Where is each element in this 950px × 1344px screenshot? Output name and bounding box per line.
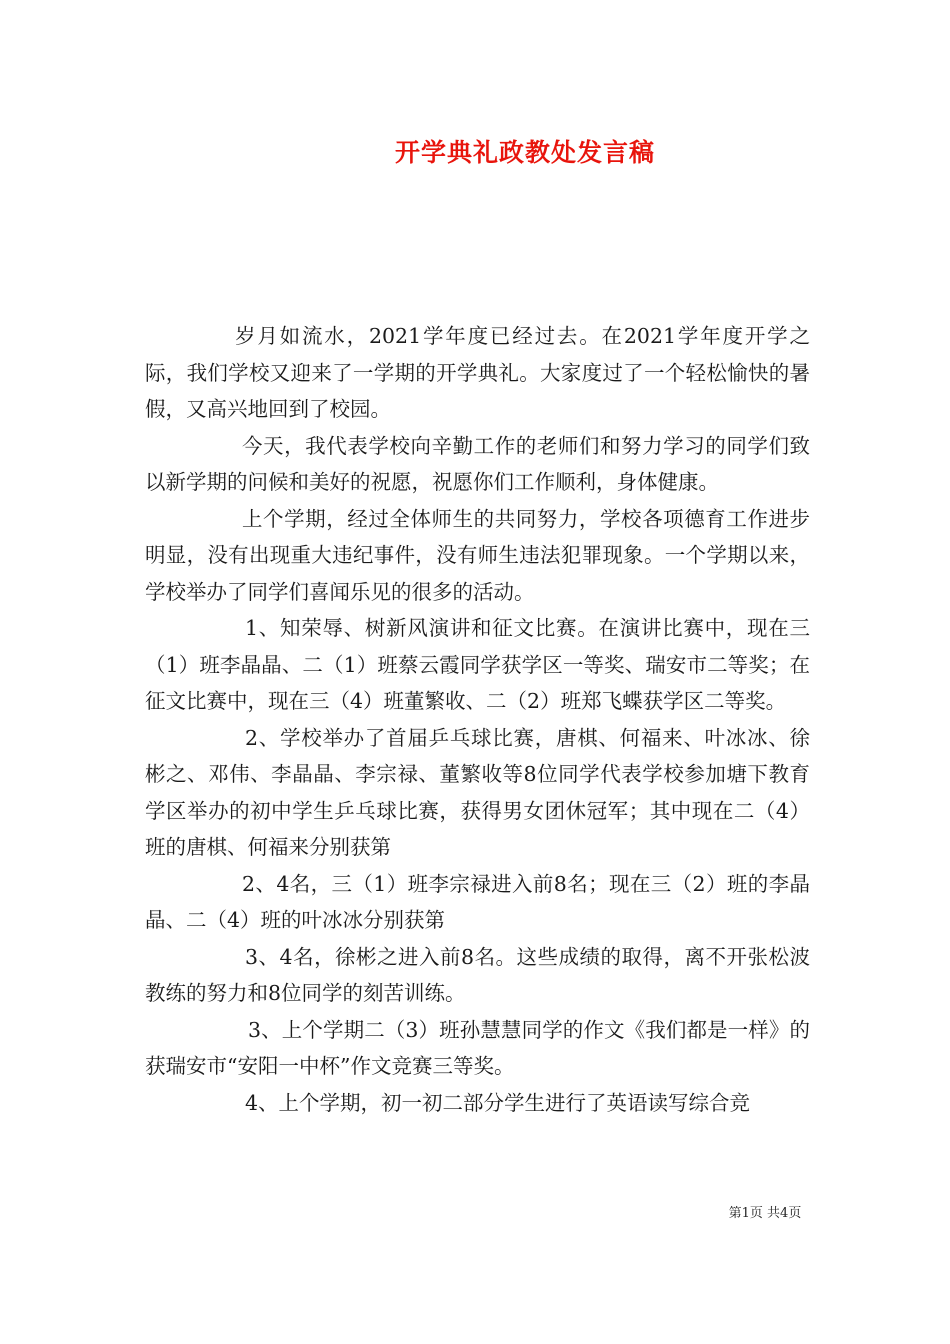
- paragraph: 3、4名，徐彬之进入前8名。这些成绩的取得，离不开张松波教练的努力和8位同学的刻苦训练。: [145, 944, 810, 1005]
- paragraph: 上个学期，经过全体师生的共同努力，学校各项德育工作进步明显，没有出现重大违纪事件，没有师生违法犯罪现象。一个学期以来，学校举办了同学们喜闻乐见的很多的活动。: [145, 506, 810, 604]
- paragraph: 1、知荣辱、树新风演讲和征文比赛。在演讲比赛中，现在三（1）班李晶晶、二（1）班蔡云霞同学获学区一等奖、瑞安市二等奖；在征文比赛中，现在三（4）班董繁收、二（2）班郑飞蝶获学区二等奖。: [145, 616, 810, 713]
- paragraph: 岁月如流水，2021学年度已经过去。在2021学年度开学之际，我们学校又迎来了一学期的开学典礼。大家度过了一个轻松愉快的暑假，又高兴地回到了校园。: [145, 324, 810, 421]
- paragraph: 2、4名，三（1）班李宗禄进入前8名；现在三（2）班的李晶晶、二（4）班的叶冰冰分别获第: [145, 871, 810, 932]
- paragraph: 3、上个学期二（3）班孙慧慧同学的作文《我们都是一样》的获瑞安市“安阳一中杯”作文竞赛三等奖。: [145, 1017, 810, 1078]
- document-body: [145, 318, 810, 1121]
- paragraph: 今天，我代表学校向辛勤工作的老师们和努力学习的同学们致以新学期的问候和美好的祝愿，祝愿你们工作顺利，身体健康。: [145, 433, 810, 494]
- document-title: 开学典礼政教处发言稿: [394, 138, 655, 167]
- page-number-footer: 第1页 共4页: [728, 1206, 802, 1221]
- paragraph: 2、学校举办了首届乒乓球比赛，唐棋、何福来、叶冰冰、徐彬之、邓伟、李晶晶、李宗禄、董繁收等8位同学代表学校参加塘下教育学区举办的初中学生乒乓球比赛，获得男女团休冠军；其中现在二（4）班的唐棋、何福来分别获第: [145, 725, 810, 859]
- paragraph: 4、上个学期，初一初二部分学生进行了英语读写综合竞: [245, 1090, 751, 1115]
